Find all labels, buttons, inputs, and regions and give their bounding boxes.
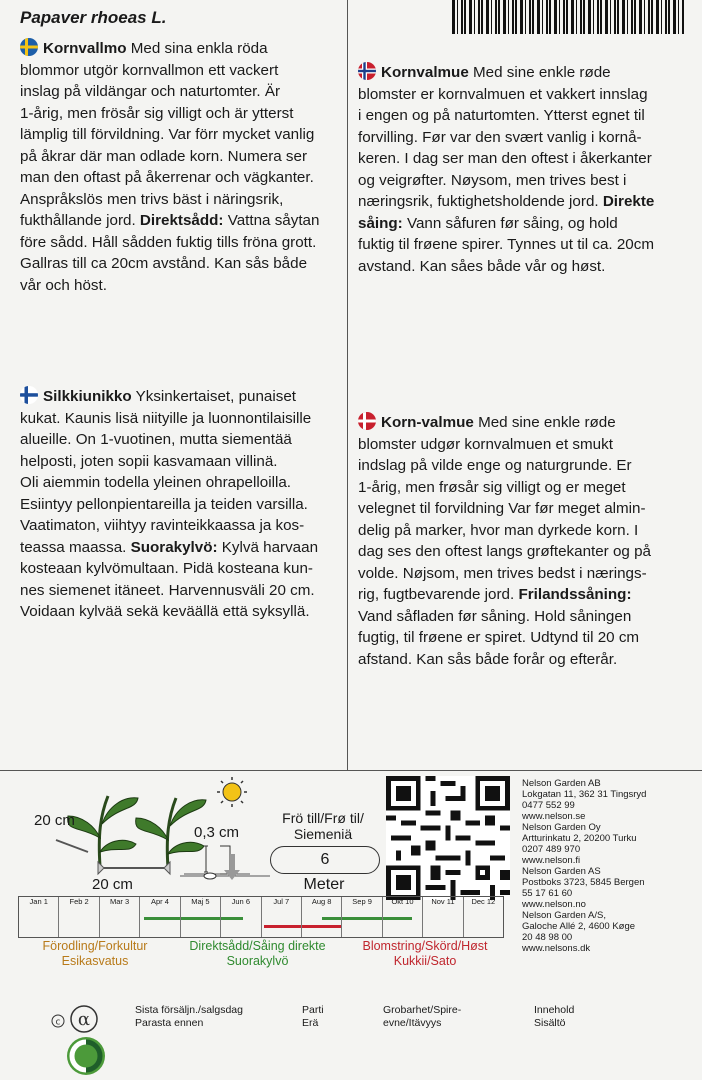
month-cell xyxy=(140,897,180,937)
seed-amount-value: 6 xyxy=(270,846,380,874)
company-phone: 0477 552 99 xyxy=(522,800,575,811)
month-label: Jun 6 xyxy=(231,897,250,906)
month-label: Feb 2 xyxy=(69,897,89,906)
text-line: dag ses den oftest langs grøftekanter og på xyxy=(358,543,651,560)
text-line: rig, fugtbevarende jord. xyxy=(358,586,515,603)
seed-amount-title: Frö till/Frø til/ xyxy=(282,810,364,826)
footer-label: Parasta ennen xyxy=(135,1017,204,1029)
company-name: Nelson Garden A/S, xyxy=(522,910,606,921)
month-cell xyxy=(342,897,382,937)
green-dot-recycling-icon xyxy=(66,1036,106,1076)
text-line: Vand såfladen før såning. Hold såningen xyxy=(358,607,632,625)
plant-distance-label: 20 cm xyxy=(92,876,133,893)
text-line: velegnet til forvildning Var før meget almin- xyxy=(358,500,646,517)
footer-label: Sisältö xyxy=(534,1017,566,1029)
column-divider xyxy=(347,0,348,770)
address-no xyxy=(522,866,702,910)
sowing-label-cont: såing: xyxy=(358,214,403,232)
company-name: Nelson Garden AS xyxy=(522,866,601,877)
seed-amount-subtitle: Siemeniä xyxy=(293,826,353,842)
section-title: Silkkiunikko xyxy=(43,388,132,405)
germination-field xyxy=(383,1004,461,1030)
month-cell xyxy=(59,897,99,937)
company-url[interactable]: www.nelson.fi xyxy=(522,855,581,866)
month-cell xyxy=(19,897,59,937)
qr-code xyxy=(386,776,510,900)
legend-direktsadd xyxy=(170,939,345,969)
text-line: lämplig till förvildning. Var förr mycket vanlig xyxy=(20,126,315,143)
month-cell xyxy=(181,897,221,937)
text-line: Med sina enkla röda xyxy=(130,40,268,57)
section-swedish xyxy=(20,38,340,296)
text-line: blomster er kornvalmuen et vakkert innslag xyxy=(358,85,648,103)
sowing-label: Direkte xyxy=(602,193,655,210)
legend-forodling xyxy=(20,939,170,969)
legend-label: Suorakylvö xyxy=(226,954,289,968)
company-street: Lokgatan 11, 362 31 Tingsryd xyxy=(522,789,647,800)
month-label: Dec 12 xyxy=(471,897,496,906)
company-name: Nelson Garden AB xyxy=(522,778,601,789)
text-line: på åkrar där man odlade korn. Numera ser xyxy=(20,147,308,165)
text-line: næringsrik, fuktighetsholdende jord. xyxy=(358,193,599,210)
text-line: alueille. On 1-vuotinen, mutta siementää xyxy=(20,431,292,448)
sowing-label: Direktsådd: xyxy=(139,212,224,229)
month-label: Maj 5 xyxy=(191,897,210,906)
plant-icon xyxy=(68,796,206,868)
text-line: Kylvä harvaan xyxy=(221,538,319,556)
direct-sow-bar xyxy=(144,917,179,920)
month-cell xyxy=(100,897,140,937)
text-line: Gallras till ca 20cm avstånd. Kan sås både xyxy=(20,255,308,272)
text-line: vår och höst. xyxy=(20,276,107,294)
row-distance-label: 20 cm xyxy=(34,812,75,829)
seed-amount-unit: Meter xyxy=(303,876,345,893)
month-label: Sep 9 xyxy=(352,897,372,906)
company-phone: 20 48 98 00 xyxy=(522,932,573,943)
month-label: Mar 3 xyxy=(109,897,130,906)
sun-icon xyxy=(217,777,247,807)
text-line: fukthållande jord. xyxy=(20,212,136,229)
month-cell xyxy=(221,897,261,937)
text-line: teassa maassa. xyxy=(20,538,127,556)
text-line: keren. I dag ser man den oftest i åkerkanter xyxy=(358,150,652,167)
company-url[interactable]: www.nelsons.dk xyxy=(522,943,591,954)
legend-label: Blomstring/Skörd/Høst xyxy=(362,939,488,953)
barcode xyxy=(452,0,684,34)
latin-name: Papaver rhoeas L. xyxy=(20,8,167,27)
svg-text:c: c xyxy=(55,1017,61,1028)
footer-label: Grobarhet/Spire- xyxy=(383,1004,462,1016)
seed-amount-label xyxy=(268,810,378,842)
best-before-field xyxy=(135,1004,243,1030)
content-field xyxy=(534,1004,574,1030)
legend-label: Förodling/Forkultur xyxy=(42,939,148,953)
text-line: Yksinkertaiset, punaiset xyxy=(135,388,296,405)
text-line: afstand. Kan sås både forår og efterår. xyxy=(358,650,618,668)
text-line: Oli aiemmin todella yleinen ohrapelloilla. xyxy=(20,474,291,491)
batch-field xyxy=(302,1004,324,1030)
section-finnish xyxy=(20,386,340,623)
legend-blomstring xyxy=(345,939,505,969)
section-title: Kornvalmue xyxy=(381,64,469,81)
month-cell xyxy=(262,897,302,937)
text-line: Vann såfuren før såing, og hold xyxy=(406,214,618,232)
text-line: man den oftast på åkerrenar och vägkanter. xyxy=(20,169,314,186)
company-name: Nelson Garden Oy xyxy=(522,822,601,833)
address-dk xyxy=(522,910,702,954)
section-divider xyxy=(0,770,702,771)
company-addresses xyxy=(522,778,702,954)
swedish-flag-icon xyxy=(20,38,38,56)
text-line: Esiintyy pellonpientareilla ja teiden varsilla. xyxy=(20,495,308,513)
company-street: Postboks 3723, 5845 Bergen xyxy=(522,877,645,888)
text-line: delig på marker, hvor man dyrkede korn. I xyxy=(358,521,639,539)
footer-label: Parti xyxy=(302,1004,324,1016)
month-cell xyxy=(302,897,342,937)
text-line: Med sine enkle røde xyxy=(473,64,611,81)
legend-label: Direktsådd/Såing direkte xyxy=(189,939,326,953)
month-label: Aug 8 xyxy=(311,897,332,906)
text-line: i engen og på naturtomten. Ytterst egnet til xyxy=(358,107,645,124)
text-line: forvilling. Før var den svært vanlig i kornå- xyxy=(358,128,642,146)
bloom-bar xyxy=(302,925,341,928)
text-line: före sådd. Håll sådden fuktig tills fröna grott. xyxy=(20,233,317,251)
company-street: Artturinkatu 2, 20200 Turku xyxy=(522,833,637,844)
sowing-label: Frilandssåning: xyxy=(518,586,632,603)
text-line: indslag på vilde enge og naturgrunde. Er xyxy=(358,457,632,474)
text-line: blomster udgør kornvalmuen et smukt xyxy=(358,435,613,453)
text-line: og veigrøfter. Nøysom, men trives best i xyxy=(358,171,627,189)
company-url[interactable]: www.nelson.no xyxy=(522,899,586,910)
direct-sow-bar xyxy=(181,917,220,920)
text-line: avstand. Kan såes både vår og høst. xyxy=(358,257,606,275)
text-line: nes siemenet itäneet. Harvennusväli 20 cm. xyxy=(20,581,315,599)
company-phone: 0207 489 970 xyxy=(522,844,581,855)
direct-sow-bar xyxy=(383,917,412,920)
company-street: Galoche Allé 2, 4600 Køge xyxy=(522,921,636,932)
danish-flag-icon xyxy=(358,412,376,430)
month-label: Nov 11 xyxy=(431,897,455,906)
section-danish xyxy=(358,412,694,670)
text-line: Anspråkslös men trivs bäst i näringsrik, xyxy=(20,190,284,208)
text-line: 1-årig, men frøsår sig villigt og er meget xyxy=(358,478,626,496)
text-line: fuktig til frøene spirer. Tynnes ut til ca. 20cm xyxy=(358,236,654,253)
section-title: Kornvallmo xyxy=(43,40,127,57)
text-line: kosteaan kylvömultaan. Pidä kosteana kun- xyxy=(20,560,313,577)
bloom-bar xyxy=(264,925,301,928)
direct-sow-bar xyxy=(322,917,341,920)
direct-sow-bar xyxy=(342,917,381,920)
finnish-flag-icon xyxy=(20,386,38,404)
text-line: inslag på vildängar och naturtomter. Är xyxy=(20,83,281,100)
direct-sow-bar xyxy=(221,917,242,920)
footer-label: Sista försäljn./salgsdag xyxy=(135,1004,243,1016)
section-norwegian xyxy=(358,62,694,277)
text-line: kukat. Kaunis lisä niityille ja luonnontilaisille xyxy=(20,409,312,427)
footer-label: Erä xyxy=(302,1017,319,1029)
month-cell xyxy=(383,897,423,937)
month-label: Jan 1 xyxy=(29,897,48,906)
address-se xyxy=(522,778,702,822)
month-label: Apr 4 xyxy=(151,897,169,906)
footer-label: evne/Itävyys xyxy=(383,1017,442,1029)
sowing-label: Suorakylvö: xyxy=(130,538,218,556)
month-cell xyxy=(423,897,463,937)
text-line: fugtig, til frøene er spiret. Udtynd til 20 cm xyxy=(358,629,640,646)
month-cell xyxy=(464,897,503,937)
sowing-depth-label: 0,3 cm xyxy=(194,824,240,841)
sowing-calendar xyxy=(18,896,504,938)
legend-label: Kukkii/Sato xyxy=(393,954,457,968)
text-line: helposti, joten sopii kasvamaan villinä. xyxy=(20,452,278,470)
text-line: blommor utgör kornvallmon ett vackert xyxy=(20,61,279,79)
text-line: Med sine enkle røde xyxy=(478,414,616,431)
text-line: Vaatimaton, viihtyy ravinteikkaassa ja kos- xyxy=(20,517,305,534)
alpha-mark-icon xyxy=(50,1004,106,1034)
company-url[interactable]: www.nelson.se xyxy=(522,811,586,822)
company-phone: 55 17 61 60 xyxy=(522,888,573,899)
text-line: volde. Nøjsom, men trives bedst i nærings- xyxy=(358,564,647,582)
svg-text:α: α xyxy=(77,1009,91,1030)
text-line: 1-årig, men frösår sig villigt och är ytterst xyxy=(20,104,294,122)
footer-label: Innehold xyxy=(534,1004,575,1016)
month-label: Okt 10 xyxy=(391,897,414,906)
norwegian-flag-icon xyxy=(358,62,376,80)
text-line: Voidaan kylvää sekä keväällä että syksyllä. xyxy=(20,603,310,620)
text-line: Vattna såytan xyxy=(227,212,320,229)
legend-label: Esikasvatus xyxy=(61,954,129,968)
address-fi xyxy=(522,822,702,866)
section-title: Korn-valmue xyxy=(381,414,474,431)
month-label: Jul 7 xyxy=(273,897,290,906)
